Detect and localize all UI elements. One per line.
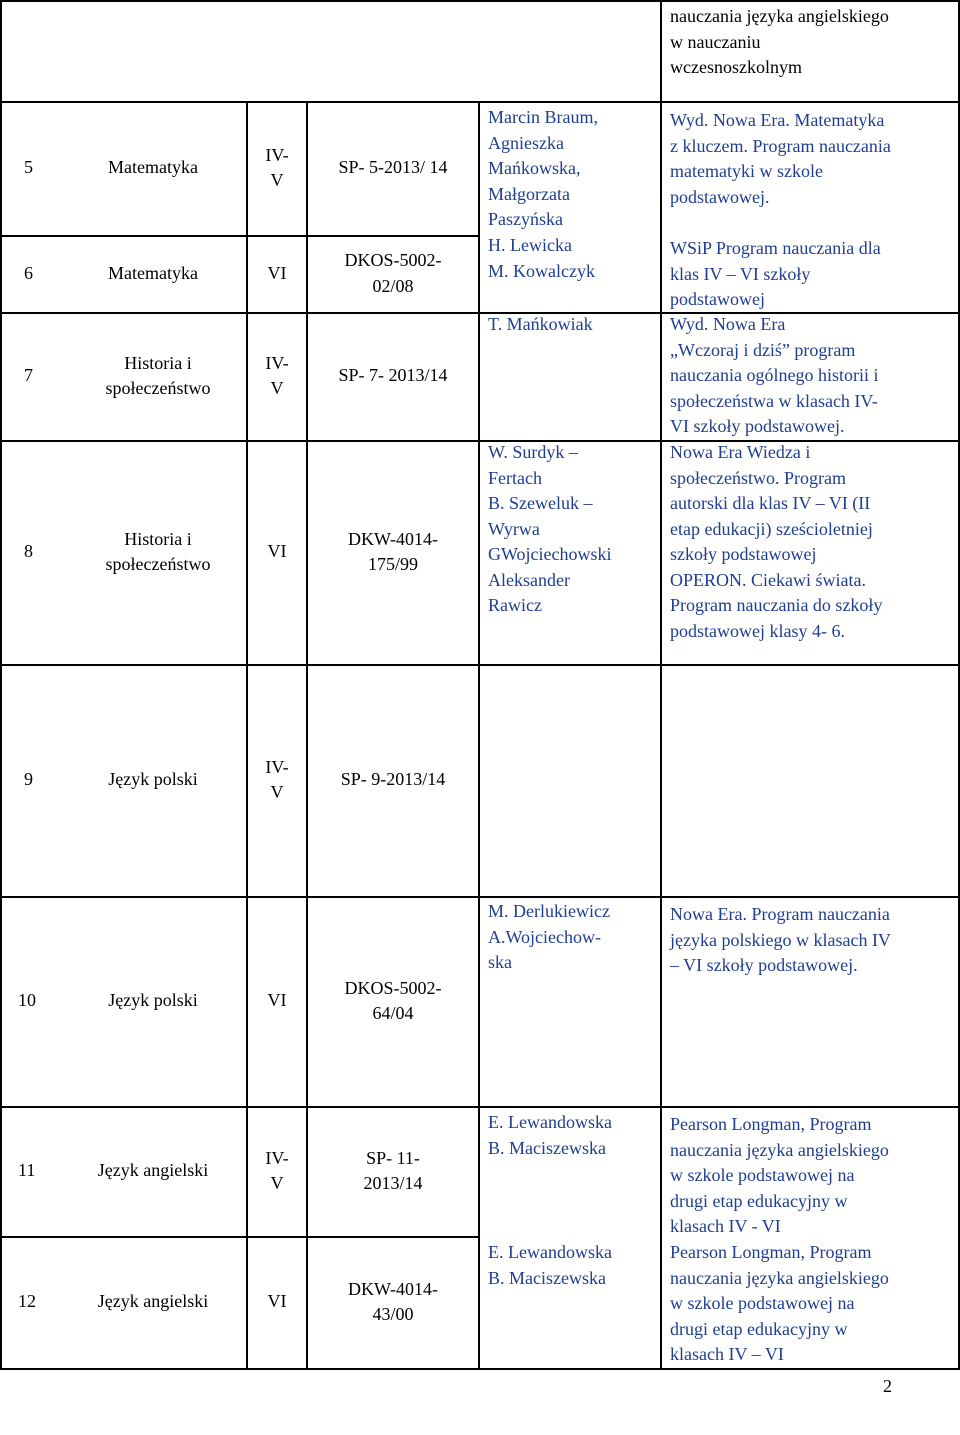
row-number: [24, 363, 58, 389]
authors-cell-line: B. Maciszewska: [488, 1137, 606, 1158]
row-number: [24, 767, 58, 793]
row-divider: [0, 1106, 960, 1108]
subject-name: [60, 261, 246, 287]
description-cell-line: drugi etap edukacyjny w: [670, 1190, 848, 1211]
class-level: [248, 1289, 306, 1315]
description-cell-line: Program nauczania do szkoły: [670, 595, 883, 615]
description-cell: [670, 902, 955, 979]
description-cell-line: Pearson Longman, Program: [670, 1242, 872, 1262]
description-cell-line: nauczania języka angielskiego: [670, 1267, 889, 1288]
authors-cell-line: Wyrwa: [488, 518, 540, 539]
description-cell-line: Nowa Era. Program nauczania: [670, 904, 890, 924]
class-level-line: IV-: [265, 1147, 289, 1168]
description-cell-line: klasach IV – VI: [670, 1344, 784, 1364]
subject-name-line: Matematyka: [108, 157, 198, 178]
row-number: [18, 988, 52, 1014]
class-level: [248, 351, 306, 402]
description-cell-line: w nauczaniu: [670, 31, 761, 52]
subject-name-line: Język angielski: [97, 1291, 209, 1312]
row-number: [24, 155, 58, 181]
authors-cell-line: Marcin Braum,: [488, 107, 598, 127]
description-cell-line: społeczeństwo. Program: [670, 467, 846, 488]
row-number-line: 9: [24, 769, 33, 790]
subject-name: [60, 155, 246, 181]
program-code-line: DKW-4014-: [348, 1278, 438, 1299]
authors-cell-line: H. Lewicka: [488, 235, 572, 255]
authors-cell-line: Paszyńska: [488, 209, 563, 229]
subject-name: [60, 767, 246, 793]
authors-cell: [488, 440, 658, 619]
class-level-line: V: [270, 1173, 284, 1193]
class-level: [248, 988, 306, 1014]
row-number: [24, 261, 58, 287]
description-cell-line: „Wczoraj i dziś” program: [670, 339, 856, 360]
subject-name: [60, 1158, 246, 1184]
description-cell-line: – VI szkoły podstawowej.: [670, 955, 858, 975]
row-number-line: 10: [18, 990, 36, 1011]
description-cell-line: nauczania ogólnego historii i: [670, 365, 879, 385]
authors-cell-line: ska: [488, 952, 512, 972]
description-cell-line: autorski dla klas IV – VI (II: [670, 493, 871, 513]
description-cell-line: nauczania języka angielskiego: [670, 1139, 889, 1160]
description-cell: [670, 4, 955, 81]
authors-cell-line: T. Mańkowiak: [488, 314, 593, 334]
description-cell-line: WSiP Program nauczania dla: [670, 238, 881, 258]
description-cell-line: społeczeństwa w klasach IV-: [670, 390, 878, 411]
table-border-bottom: [0, 1368, 960, 1370]
description-cell: [670, 312, 955, 440]
program-code-line: DKOS-5002-: [344, 250, 442, 270]
description-cell-line: w szkole podstawowej na: [670, 1293, 855, 1313]
authors-cell-line: GWojciechowski: [488, 544, 612, 564]
description-cell-line: języka polskiego w klasach IV: [670, 929, 891, 950]
program-code-line: DKOS-5002-: [344, 977, 442, 998]
authors-cell: [488, 1110, 658, 1161]
program-code: [308, 248, 478, 299]
row-number-line: 12: [18, 1291, 36, 1312]
program-code: [308, 155, 478, 181]
class-level-line: VI: [267, 541, 287, 562]
authors-cell: [488, 312, 658, 338]
class-level: [248, 143, 306, 194]
description-cell-line: podstawowej.: [670, 186, 770, 207]
authors-cell-line: A.Wojciechow-: [488, 926, 602, 947]
authors-cell-line: Aleksander: [488, 569, 570, 590]
class-level-line: V: [270, 782, 284, 802]
program-code: [308, 767, 478, 793]
authors-cell-line: Fertach: [488, 467, 542, 488]
row-number: [24, 539, 58, 565]
program-code: [308, 976, 478, 1027]
subject-name: [60, 988, 246, 1014]
description-cell-line: z kluczem. Program nauczania: [670, 135, 891, 156]
description-cell-line: klasach IV - VI: [670, 1216, 781, 1236]
class-level-line: IV-: [265, 144, 289, 165]
row-number-line: 6: [24, 262, 33, 283]
authors-cell-line: B. Maciszewska: [488, 1267, 606, 1288]
program-code-line: DKW-4014-: [348, 528, 438, 549]
authors-cell-line: M. Derlukiewicz: [488, 901, 610, 921]
program-code: [308, 1277, 478, 1328]
description-cell-line: klas IV – VI szkoły: [670, 263, 811, 284]
program-code: [308, 363, 478, 389]
description-cell-line: w szkole podstawowej na: [670, 1165, 855, 1185]
class-level-line: IV-: [265, 352, 289, 373]
table-border-top: [0, 0, 960, 2]
program-code-line: 43/00: [372, 1304, 414, 1324]
authors-cell-line: E. Lewandowska: [488, 1242, 612, 1262]
row-divider: [0, 896, 960, 898]
row-divider: [0, 664, 960, 666]
program-code-line: SP- 11-: [366, 1147, 420, 1168]
class-level-line: V: [270, 170, 284, 190]
authors-cell: [488, 233, 658, 284]
table-border-left: [0, 0, 2, 1370]
authors-cell-line: Małgorzata: [488, 183, 570, 204]
description-cell: [670, 236, 955, 313]
authors-cell: [488, 105, 658, 233]
class-level-line: IV-: [265, 756, 289, 777]
class-level: [248, 261, 306, 287]
row-number-line: 11: [18, 1160, 36, 1181]
description-cell-line: matematyki w szkole: [670, 161, 823, 181]
program-code: [308, 527, 478, 578]
subject-name-line: Język angielski: [97, 1160, 209, 1181]
subject-name-line: Język polski: [108, 990, 198, 1011]
description-cell-line: nauczania języka angielskiego: [670, 6, 889, 26]
subject-name: [70, 527, 246, 578]
description-cell-line: podstawowej klasy 4- 6.: [670, 620, 845, 641]
description-cell: [670, 108, 955, 210]
class-level-line: VI: [267, 262, 287, 283]
program-code-line: SP- 7- 2013/14: [338, 365, 448, 386]
subject-name-line: społeczeństwo: [105, 378, 211, 398]
class-level-line: VI: [267, 1291, 287, 1312]
subject-name-line: społeczeństwo: [105, 554, 211, 574]
program-code-line: 02/08: [372, 275, 414, 296]
authors-cell-line: M. Kowalczyk: [488, 260, 595, 281]
class-level-line: V: [270, 378, 284, 398]
program-code-line: 2013/14: [363, 1173, 423, 1193]
description-cell-line: drugi etap edukacyjny w: [670, 1318, 848, 1339]
authors-cell-line: Mańkowska,: [488, 158, 581, 178]
description-cell: [670, 1112, 955, 1240]
description-cell: [670, 1240, 955, 1368]
description-cell-line: Pearson Longman, Program: [670, 1114, 872, 1134]
description-cell-line: etap edukacji) sześcioletniej: [670, 518, 873, 539]
page-number: 2: [883, 1376, 892, 1396]
authors-cell: [488, 1240, 658, 1291]
authors-cell-line: W. Surdyk –: [488, 442, 578, 462]
subject-name-line: Język polski: [108, 769, 198, 790]
program-code-line: SP- 9-2013/14: [340, 769, 446, 790]
authors-cell-line: E. Lewandowska: [488, 1112, 612, 1132]
description-cell-line: podstawowej: [670, 289, 765, 309]
row-divider: [0, 235, 480, 237]
subject-name: [60, 1289, 246, 1315]
program-code-line: 64/04: [372, 1003, 414, 1023]
authors-cell-line: Rawicz: [488, 595, 542, 615]
row-divider: [0, 1236, 480, 1238]
description-cell-line: Wyd. Nowa Era. Matematyka: [670, 110, 885, 130]
class-level-line: VI: [267, 990, 287, 1011]
class-level: [248, 1146, 306, 1197]
description-cell-line: szkoły podstawowej: [670, 544, 817, 564]
program-code: [308, 1146, 478, 1197]
row-number: [18, 1289, 52, 1315]
subject-name-line: Matematyka: [108, 262, 198, 283]
description-cell-line: VI szkoły podstawowej.: [670, 416, 845, 436]
description-cell: [670, 440, 955, 644]
program-code-line: SP- 5-2013/ 14: [338, 157, 448, 178]
row-number-line: 7: [24, 365, 33, 386]
row-number: [18, 1158, 52, 1184]
row-number-line: 5: [24, 157, 33, 178]
description-cell-line: OPERON. Ciekawi świata.: [670, 569, 866, 590]
row-divider: [0, 101, 960, 103]
authors-cell-line: Agnieszka: [488, 132, 564, 153]
column-divider: [660, 0, 662, 1370]
description-cell-line: Nowa Era Wiedza i: [670, 442, 811, 462]
description-cell-line: Wyd. Nowa Era: [670, 314, 786, 334]
description-cell-line: wczesnoszkolnym: [670, 57, 802, 77]
class-level: [248, 755, 306, 806]
subject-name-line: Historia i: [124, 352, 192, 373]
authors-cell: [488, 899, 658, 976]
class-level: [248, 539, 306, 565]
column-divider: [478, 101, 480, 1370]
program-code-line: 175/99: [367, 554, 418, 574]
authors-cell-line: B. Szeweluk –: [488, 493, 593, 513]
row-number-line: 8: [24, 541, 33, 562]
subject-name-line: Historia i: [124, 528, 192, 549]
subject-name: [70, 351, 246, 402]
